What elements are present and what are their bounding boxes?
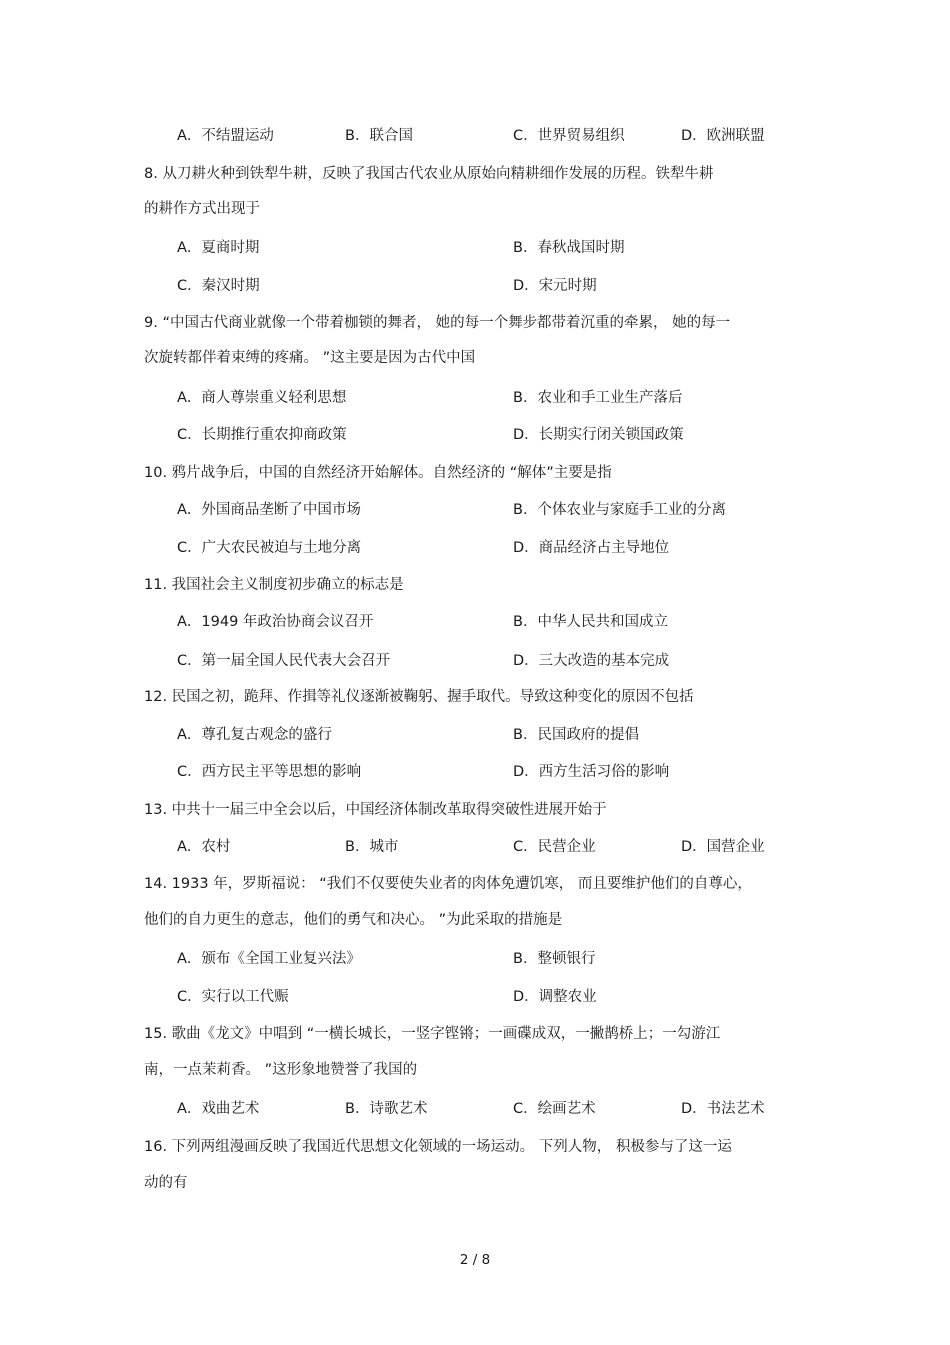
q11-stem-line1: 11. 我国社会主义制度初步确立的标志是	[144, 577, 404, 593]
q12-option-b: B．民国政府的提倡	[513, 727, 639, 743]
q15-option-c: C．绘画艺术	[513, 1101, 596, 1117]
q10-stem-line1: 10. 鸦片战争后，中国的自然经济开始解体。自然经济的 “解体”主要是指	[144, 465, 612, 481]
q15-option-a: A．戏曲艺术	[177, 1101, 260, 1117]
q9-option-b: B．农业和手工业生产落后	[513, 390, 683, 406]
q7-option-c: C．世界贸易组织	[513, 128, 625, 144]
q16-stem-line2: 动的有	[144, 1175, 188, 1191]
q14-option-c: C．实行以工代赈	[177, 989, 289, 1005]
q10-option-b: B．个体农业与家庭手工业的分离	[513, 502, 726, 518]
q14-option-b: B．整顿银行	[513, 951, 596, 967]
q9-stem-line2: 次旋转都伴着束缚的疼痛。 ”这主要是因为古代中国	[144, 350, 476, 366]
q13-option-d: D．国营企业	[681, 839, 765, 855]
q10-option-d: D．商品经济占主导地位	[513, 540, 670, 556]
q7-option-d: D．欧洲联盟	[681, 128, 765, 144]
q7-option-a: A．不结盟运动	[177, 128, 274, 144]
q10-option-c: C．广大农民被迫与土地分离	[177, 540, 362, 556]
q7-option-b: B．联合国	[345, 128, 413, 144]
q15-stem-line1: 15. 歌曲《龙文》中唱到 “一横长城长，一竖字铿锵；一画碟成双，一撇鹊桥上；一勾游江	[144, 1026, 721, 1042]
q15-option-d: D．书法艺术	[681, 1101, 765, 1117]
q8-option-c: C．秦汉时期	[177, 278, 260, 294]
q9-stem-line1: 9. “中国古代商业就像一个带着枷锁的舞者， 她的每一个舞步都带着沉重的牵累， 她的每一	[144, 315, 731, 331]
q12-option-a: A．尊孔复古观念的盛行	[177, 727, 332, 743]
q9-option-d: D．长期实行闭关锁国政策	[513, 427, 684, 443]
q8-option-a: A．夏商时期	[177, 240, 260, 256]
q8-stem-line2: 的耕作方式出现于	[144, 201, 260, 217]
q13-stem-line1: 13. 中共十一届三中全会以后，中国经济体制改革取得突破性进展开始于	[144, 802, 607, 818]
q14-option-a: A．颁布《全国工业复兴法》	[177, 951, 361, 967]
page-number: 2 / 8	[459, 1252, 491, 1268]
q10-option-a: A．外国商品垄断了中国市场	[177, 502, 361, 518]
q15-option-b: B．诗歌艺术	[345, 1101, 428, 1117]
q14-stem-line1: 14. 1933 年，罗斯福说： “我们不仅要使失业者的肉体免遭饥寒， 而且要维护他们的自尊心，	[144, 876, 752, 892]
q14-stem-line2: 他们的自力更生的意志，他们的勇气和决心。 ”为此采取的措施是	[144, 912, 563, 928]
q12-option-d: D．西方生活习俗的影响	[513, 764, 670, 780]
q12-option-c: C．西方民主平等思想的影响	[177, 764, 362, 780]
q9-option-c: C．长期推行重农抑商政策	[177, 427, 347, 443]
q11-option-c: C．第一届全国人民代表大会召开	[177, 653, 391, 669]
q16-stem-line1: 16. 下列两组漫画反映了我国近代思想文化领域的一场运动。 下列人物， 积极参与了这一运	[144, 1139, 732, 1155]
q11-option-b: B．中华人民共和国成立	[513, 614, 668, 630]
q12-stem-line1: 12. 民国之初，跪拜、作揖等礼仪逐渐被鞠躬、握手取代。导致这种变化的原因不包括	[144, 689, 694, 705]
q9-option-a: A．商人尊崇重义轻利思想	[177, 390, 347, 406]
q13-option-c: C．民营企业	[513, 839, 596, 855]
q11-option-a: A．1949 年政治协商会议召开	[177, 614, 374, 630]
q8-stem-line1: 8. 从刀耕火种到铁犁牛耕，反映了我国古代农业从原始向精耕细作发展的历程。铁犁牛耕	[144, 166, 714, 182]
q11-option-d: D．三大改造的基本完成	[513, 653, 670, 669]
q8-option-b: B．春秋战国时期	[513, 240, 625, 256]
q15-stem-line2: 南，一点茉莉香。 ”这形象地赞誉了我国的	[144, 1062, 418, 1078]
q13-option-a: A．农村	[177, 839, 231, 855]
q13-option-b: B．城市	[345, 839, 399, 855]
q14-option-d: D．调整农业	[513, 989, 597, 1005]
q8-option-d: D．宋元时期	[513, 278, 597, 294]
